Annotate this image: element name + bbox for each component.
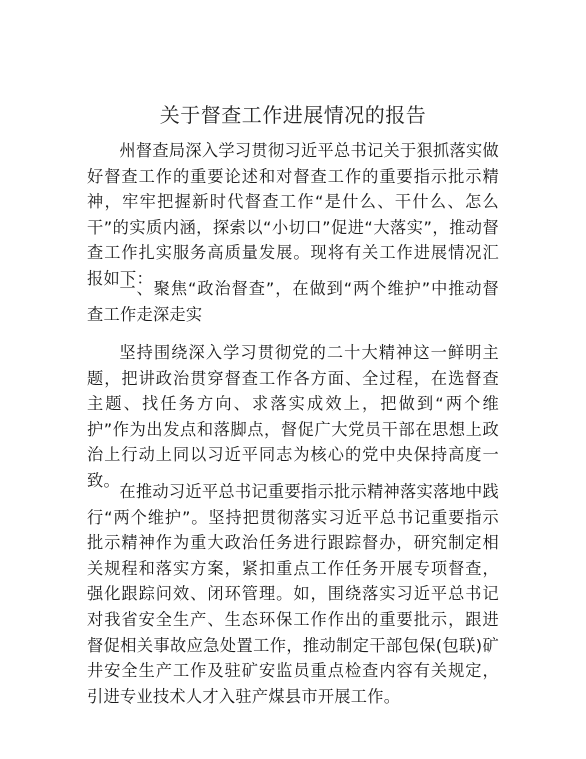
document-title: 关于督查工作进展情况的报告: [159, 103, 427, 127]
intro-paragraph: 州督查局深入学习贯彻习近平总书记关于狠抓落实做好督查工作的重要论述和对督查工作的重要指示批示精神，牢牢把握新时代督查工作“是什么、干什么、怎么干”的实质内涵，探索以“小切口”促进“大落实”，推动督查工作扎实服务高质量发展。现将有关工作进展情况汇报如下：: [87, 141, 499, 288]
section-heading: 一、聚焦“政治督查”，在做到“两个维护”中推动督查工作走深走实: [87, 279, 499, 324]
body-paragraph-2: 在推动习近平总书记重要指示批示精神落实落地中践行“两个维护”。坚持把贯彻落实习近平总书记重要指示批示精神作为重大政治任务进行跟踪督办，研究制定相关规程和落实方案，紧扣重点工作任务开展专项督查，强化跟踪问效、闭环管理。如，围绕落实习近平总书记对我省安全生产、生态环保工作作出的重要批示，跟进督促相关事故应急处置工作，推动制定干部包保(包联)矿井安全生产工作及驻矿安监员重点检查内容有关规定，引进专业技术人才入驻产煤县市开展工作。: [87, 482, 499, 706]
body-paragraph-1: 坚持围绕深入学习贯彻党的二十大精神这一鲜明主题，把讲政治贯穿督查工作各方面、全过程，在选督查主题、找任务方向、求落实成效上，把做到“两个维护”作为出发点和落脚点，督促广大党员干部在思想上政治上行动上同以习近平同志为核心的党中央保持高度一致。: [87, 343, 499, 490]
